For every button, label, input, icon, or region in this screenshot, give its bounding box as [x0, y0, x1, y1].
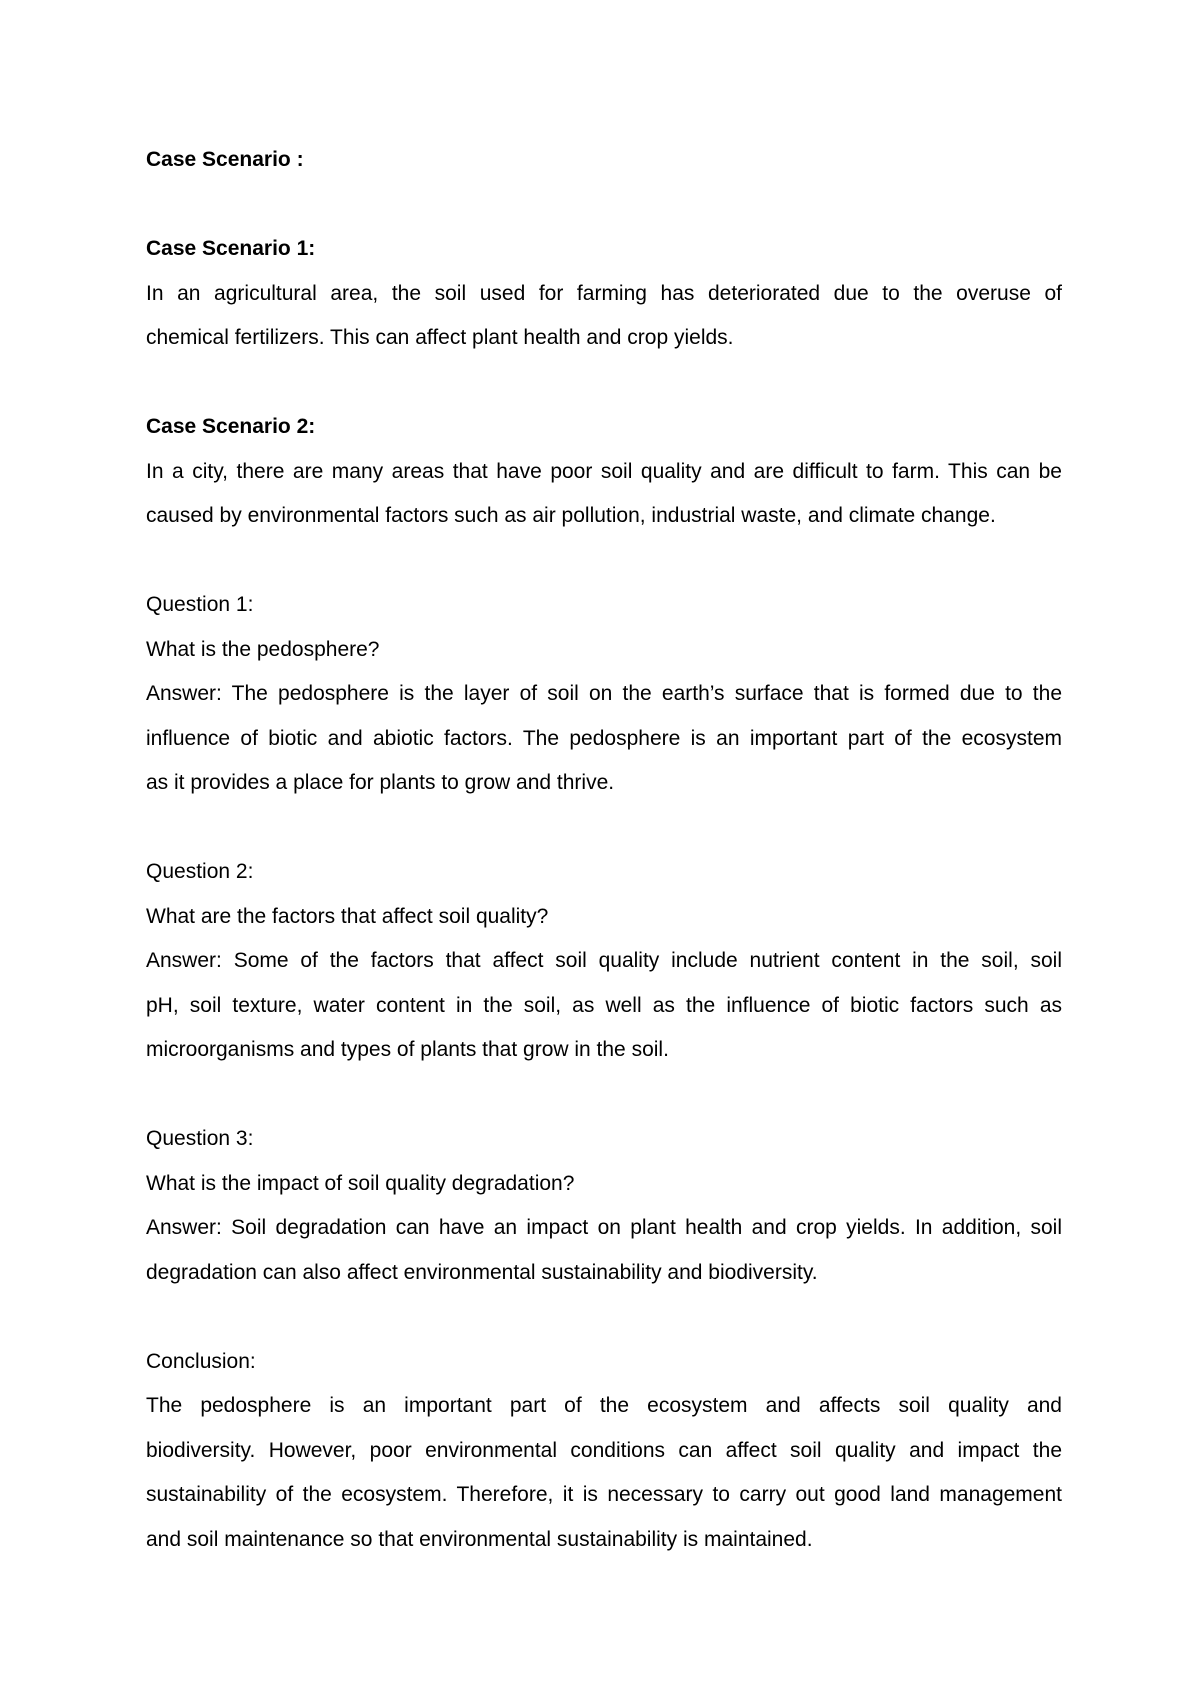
- answer-2-line: microorganisms and types of plants that grow in the soil.: [146, 1038, 669, 1061]
- question-1-heading: Question 1:: [146, 593, 254, 616]
- conclusion-line: The pedosphere is an important part of the ecosystem and affects soil quality and: [146, 1394, 1062, 1417]
- question-3-heading: Question 3:: [146, 1127, 254, 1150]
- spacer: [146, 183, 1062, 228]
- answer-2-line: Answer: Some of the factors that affect soil quality include nutrient content in the soil, soil: [146, 949, 1062, 972]
- scenario-1-line: In an agricultural area, the soil used for farming has deteriorated due to the overuse of: [146, 281, 1062, 305]
- conclusion-line: and soil maintenance so that environmental sustainability is maintained.: [146, 1527, 813, 1551]
- scenario-2-heading: Case Scenario 2:: [146, 415, 316, 438]
- question-2-heading: Question 2:: [146, 860, 254, 883]
- question-1: [146, 583, 1062, 806]
- scenario-2-line: caused by environmental factors such as air pollution, industrial waste, and climate change.: [146, 504, 996, 527]
- conclusion-heading: Conclusion:: [146, 1349, 256, 1373]
- spacer: [146, 806, 1062, 851]
- answer-1-line: as it provides a place for plants to grow and thrive.: [146, 771, 615, 794]
- document-title: Case Scenario :: [146, 148, 304, 171]
- answer-1-line: Answer: The pedosphere is the layer of soil on the earth’s surface that is formed due to the: [146, 682, 1062, 705]
- question-3-text: What is the impact of soil quality degradation?: [146, 1171, 575, 1195]
- scenario-2-line: In a city, there are many areas that have poor soil quality and are difficult to farm. This can be: [146, 459, 1062, 483]
- scenario-1-line: chemical fertilizers. This can affect plant health and crop yields.: [146, 326, 734, 349]
- answer-1-line: influence of biotic and abiotic factors. The pedosphere is an important part of the ecosystem: [146, 726, 1062, 750]
- question-3: [146, 1117, 1062, 1295]
- case-scenario-2: [146, 405, 1062, 539]
- spacer: [146, 539, 1062, 584]
- conclusion: [146, 1340, 1062, 1563]
- conclusion-line: sustainability of the ecosystem. Therefore, it is necessary to carry out good land management: [146, 1483, 1062, 1506]
- case-scenario-1: [146, 227, 1062, 361]
- question-2-text: What are the factors that affect soil quality?: [146, 904, 549, 928]
- document-page: [146, 138, 1062, 1562]
- conclusion-line: biodiversity. However, poor environmental conditions can affect soil quality and impact the: [146, 1438, 1062, 1462]
- answer-3-line: degradation can also affect environmental sustainability and biodiversity.: [146, 1260, 818, 1284]
- spacer: [146, 1295, 1062, 1340]
- spacer: [146, 361, 1062, 406]
- spacer: [146, 1073, 1062, 1118]
- answer-2-line: pH, soil texture, water content in the soil, as well as the influence of biotic factors such as: [146, 993, 1062, 1017]
- question-2: [146, 850, 1062, 1073]
- answer-3-line: Answer: Soil degradation can have an impact on plant health and crop yields. In addition, soil: [146, 1216, 1062, 1239]
- scenario-1-heading: Case Scenario 1:: [146, 237, 316, 260]
- question-1-text: What is the pedosphere?: [146, 637, 380, 661]
